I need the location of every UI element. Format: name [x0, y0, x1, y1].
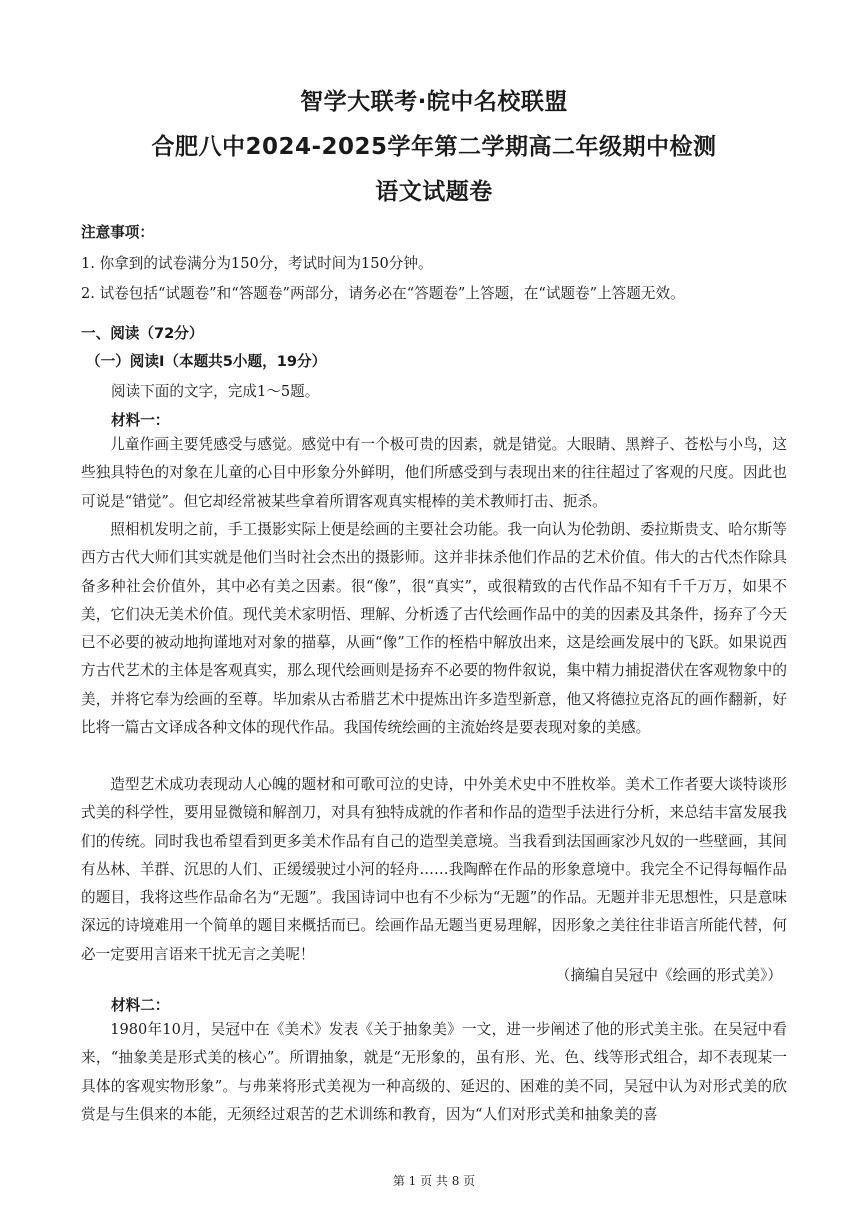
- exam-title-line1: 智学大联考·皖中名校联盟: [300, 89, 568, 115]
- notice-heading: 注意事项：: [81, 224, 154, 241]
- page-number: 第 1 页 共 8 页: [392, 1174, 476, 1188]
- material2-paragraph-1: 1980年10月，吴冠中在《美术》发表《关于抽象美》一文，进一步阐述了他的形式美主张。在吴冠中看来，“抽象美是形式美的核心”。所谓抽象，就是“无形象的，虽有形、光、色、线等形式组合，却不表现某一具体的客观实物形象”。与弗莱将形式美视为一种高级的、延迟的、困难的美不同，吴冠中认为对形式美的欣赏是与生俱来的本能，无须经过艰苦的艺术训练和教育，因为“人们对形式美和抽象美的喜: [81, 1021, 787, 1123]
- exam-title-line2: 合肥八中2024-2025学年第二学期高二年级期中检测: [151, 134, 717, 160]
- material1-paragraph-2: 照相机发明之前，手工摄影实际上便是绘画的主要社会功能。我一向认为伦勃朗、委拉斯贵支、哈尔斯等西方古代大师们其实就是他们当时社会杰出的摄影师。这并非抹杀他们作品的艺术价值。伟大的古代杰作除具备多种社会价值外，其中必有美之因素。很“像”，很“真实”，或很精致的古代作品不知有千千万万，如果不美，它们决无美术价值。现代美术家明悟、理解、分析透了古代绘画作品中的美的因素及其条件，扬弃了今天已不必要的被动地拘谨地对对象的描摹，从画“像”工作的桎梏中解放出来，这是绘画发展中的飞跃。如果说西方古代艺术的主体是客观真实，那么现代绘画则是扬弃不必要的物件叙说，集中精力捕捉潜伏在客观物象中的美，并将它奉为绘画的至尊。毕加索从古希腊艺术中提炼出许多造型新意，他又将德拉克洛瓦的画作翻新，好比将一篇古文译成各种文体的现代作品。我国传统绘画的主流始终是要表现对象的美感。: [81, 521, 787, 737]
- material1-paragraph-1: 儿童作画主要凭感受与感觉。感觉中有一个极可贵的因素，就是错觉。大眼睛、黑辫子、苍松与小鸟，这些独具特色的对象在儿童的心目中形象分外鲜明，他们所感受到与表现出来的往往超过了客观的尺度。因此也可说是“错觉”。但它却经常被某些拿着所谓客观真实棍棒的美术教师打击、扼杀。: [81, 436, 787, 510]
- material1-source: （摘编自吴冠中《绘画的形式美》）: [555, 967, 782, 984]
- notice-item-2: 2. 试卷包括“试题卷”和“答题卷”两部分，请务必在“答题卷”上答题，在“试题卷”上答题无效。: [81, 285, 685, 302]
- material1-label: 材料一：: [111, 412, 170, 429]
- section-sub-heading: （一）阅读Ⅰ（本题共5小题，19分）: [86, 353, 327, 370]
- material1-paragraph-3: 造型艺术成功表现动人心魄的题材和可歌可泣的史诗，中外美术史中不胜枚举。美术工作者要大谈特谈形式美的科学性，要用显微镜和解剖刀，对具有独特成就的作者和作品的造型手法进行分析，来总结丰富发展我们的传统。同时我也希望看到更多美术作品有自己的造型美意境。当我看到法国画家沙凡奴的一些壁画，其间有丛林、羊群、沉思的人们、正缓缓驶过小河的轻舟……我陶醉在作品的形象意境中。我完全不记得每幅作品的题目，我将这些作品命名为“无题”。我国诗词中也有不少标为“无题”的作品。无题并非无思想性，只是意味深远的诗境难用一个简单的题目来概括而已。绘画作品无题当更易理解，因形象之美往往非语言所能代替，何必一定要用言语来干扰无言之美呢！: [81, 776, 787, 963]
- exam-title-line3: 语文试题卷: [375, 179, 493, 205]
- section-instruction: 阅读下面的文字，完成1～5题。: [111, 383, 320, 400]
- section-heading: 一、阅读（72分）: [81, 325, 204, 342]
- material2-label: 材料二：: [111, 997, 170, 1014]
- notice-item-1: 1. 你拿到的试卷满分为150分，考试时间为150分钟。: [81, 255, 433, 272]
